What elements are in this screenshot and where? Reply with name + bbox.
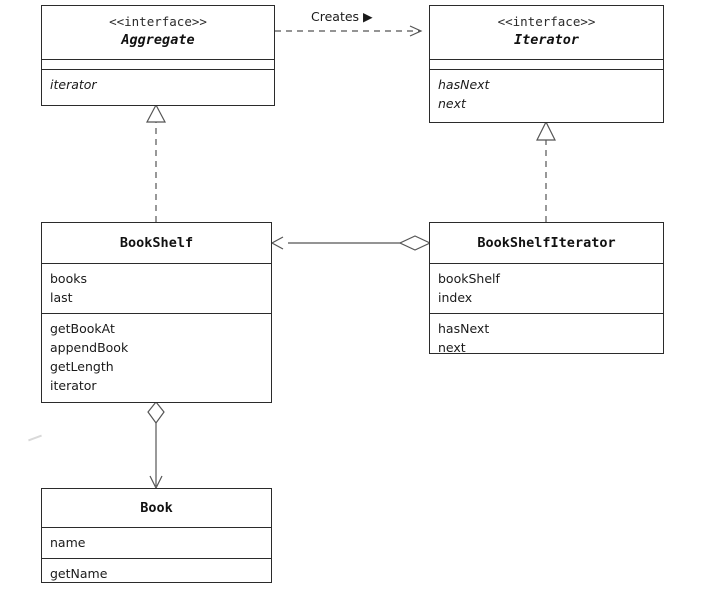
class-attributes-iterator [430, 60, 663, 70]
class-name: Aggregate [121, 32, 195, 48]
attribute-item: bookShelf [438, 271, 500, 286]
attribute-item: name [50, 535, 86, 550]
stereotype-label: <<interface>> [497, 14, 596, 29]
class-operations-bookshelfiterator [430, 314, 663, 363]
attribute-item: last [50, 290, 73, 305]
class-attributes-bookshelfiterator [430, 264, 663, 314]
class-header-iterator [430, 6, 663, 60]
attribute-item: books [50, 271, 87, 286]
connector-bookshelf-book [148, 402, 164, 488]
class-header-bookshelf [42, 223, 271, 264]
class-name: BookShelf [119, 235, 194, 251]
class-header-bookshelfiterator [430, 223, 663, 264]
attribute-item: index [438, 290, 473, 305]
class-name: BookShelfIterator [477, 235, 616, 251]
class-box-book[interactable] [41, 488, 272, 583]
operation-item: iterator [50, 77, 97, 92]
class-name: Book [140, 500, 173, 516]
class-attributes-bookshelf [42, 264, 271, 314]
operation-item: appendBook [50, 340, 129, 355]
connector-bookshelf-aggregate [147, 105, 165, 222]
operation-item: hasNext [438, 77, 490, 92]
class-box-aggregate[interactable] [41, 5, 275, 106]
connector-bookshelfiterator-bookshelf [272, 236, 430, 250]
class-operations-book [42, 559, 271, 589]
class-operations-iterator [430, 70, 663, 119]
class-operations-aggregate [42, 70, 274, 100]
class-box-iterator[interactable] [429, 5, 664, 123]
class-attributes-book [42, 528, 271, 559]
operation-item: getBookAt [50, 321, 115, 336]
operation-item: next [438, 340, 466, 355]
operation-item: getLength [50, 359, 114, 374]
connector-bookshelfiterator-iterator [537, 122, 555, 222]
class-header-aggregate [42, 6, 274, 60]
edge-label-creates: Creates ▶ [311, 9, 373, 24]
operation-item: next [438, 96, 466, 111]
stereotype-label: <<interface>> [109, 14, 207, 29]
class-box-bookshelf[interactable] [41, 222, 272, 403]
operation-item: hasNext [438, 321, 490, 336]
class-attributes-aggregate [42, 60, 274, 70]
class-name: Iterator [513, 32, 580, 48]
class-box-bookshelfiterator[interactable] [429, 222, 664, 354]
operation-item: iterator [50, 378, 97, 393]
class-operations-bookshelf [42, 314, 271, 401]
class-header-book [42, 489, 271, 528]
connector-creates [275, 26, 421, 36]
operation-item: getName [50, 566, 108, 581]
